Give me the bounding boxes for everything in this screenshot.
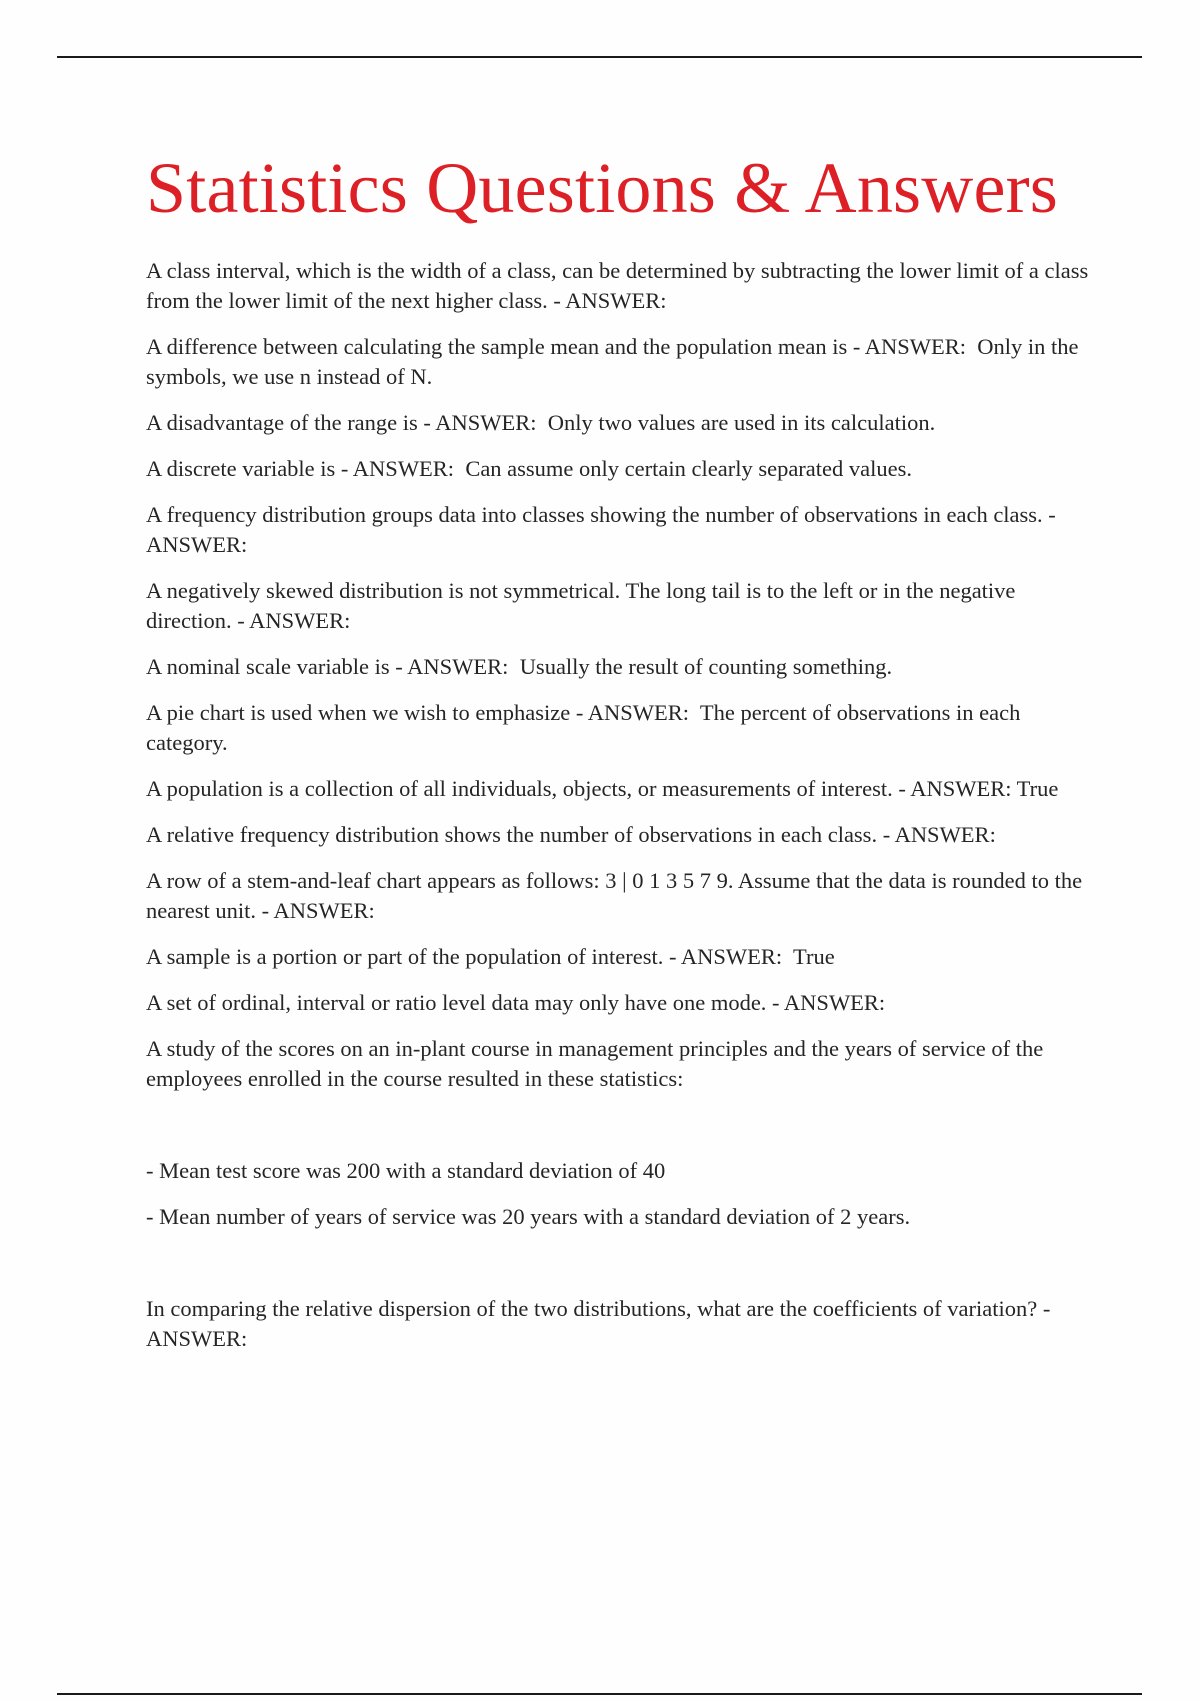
final-question: In comparing the relative dispersion of the two distributions, what are the coefficients of variation? - ANSWER:: [146, 1296, 1051, 1351]
bottom-rule: [57, 1693, 1142, 1695]
question-text: A pie chart is used when we wish to emphasize - ANSWER:: [146, 700, 690, 725]
question-text: A relative frequency distribution shows the number of observations in each class. - ANSWER:: [146, 822, 996, 847]
question-text: A class interval, which is the width of a class, can be determined by subtracting the lower limit of a class from the lower limit of the next higher class. - ANSWER:: [146, 258, 1089, 313]
question-text: A frequency distribution groups data into classes showing the number of observations in each class. - ANSWER:: [146, 502, 1056, 557]
qa-item-2: [146, 332, 1096, 392]
question-text: A discrete variable is - ANSWER:: [146, 456, 455, 481]
qa-item-5: [146, 500, 1096, 560]
question-text: A sample is a portion or part of the population of interest. - ANSWER:: [146, 944, 783, 969]
qa-item-6: [146, 576, 1096, 636]
question-text: A negatively skewed distribution is not symmetrical. The long tail is to the left or in the negative direction. - ANSWER:: [146, 578, 1016, 633]
qa-item-4: [146, 454, 1096, 484]
document-body: [146, 148, 1096, 1370]
qa-item-9: [146, 774, 1096, 804]
qa-item-14: [146, 1034, 1096, 1094]
answer-text: True: [1011, 776, 1059, 801]
question-text: A population is a collection of all individuals, objects, or measurements of interest. - ANSWER:: [146, 776, 1012, 801]
qa-item-7: [146, 652, 1096, 682]
question-text: A nominal scale variable is - ANSWER:: [146, 654, 509, 679]
blank-spacer: [146, 1110, 1096, 1156]
statistic-bullet: - Mean test score was 200 with a standard deviation of 40: [146, 1158, 666, 1183]
question-text: A difference between calculating the sample mean and the population mean is - ANSWER:: [146, 334, 966, 359]
question-text: A row of a stem-and-leaf chart appears as follows: 3 | 0 1 3 5 7 9. Assume that the data is rounded to the nearest unit. - ANSWER:: [146, 868, 1083, 923]
qa-item-1: [146, 256, 1096, 316]
qa-item-8: [146, 698, 1096, 758]
qa-item-10: [146, 820, 1096, 850]
qa-item-11: [146, 866, 1096, 926]
answer-text: Usually the result of counting something.: [508, 654, 893, 679]
qa-item-3: [146, 408, 1096, 438]
answer-text: Only in the symbols, we use n instead of N.: [146, 334, 1085, 389]
answer-text: Can assume only certain clearly separated values.: [454, 456, 913, 481]
question-text: A set of ordinal, interval or ratio level data may only have one mode. - ANSWER:: [146, 990, 886, 1015]
answer-text: True: [782, 944, 835, 969]
top-rule: [57, 56, 1142, 58]
question-text: A study of the scores on an in-plant course in management principles and the years of service of the employees enrolled in the course resulted in these statistics:: [146, 1036, 1044, 1091]
qa-item-13: [146, 988, 1096, 1018]
answer-text: The percent of observations in each category.: [146, 700, 1026, 755]
document-title: Statistics Questions & Answers: [146, 148, 1059, 228]
blank-spacer: [146, 1248, 1096, 1294]
qa-item-12: [146, 942, 1096, 972]
question-text: A disadvantage of the range is - ANSWER:: [146, 410, 537, 435]
statistic-bullet: - Mean number of years of service was 20 years with a standard deviation of 2 years.: [146, 1204, 911, 1229]
answer-text: Only two values are used in its calculation.: [536, 410, 936, 435]
